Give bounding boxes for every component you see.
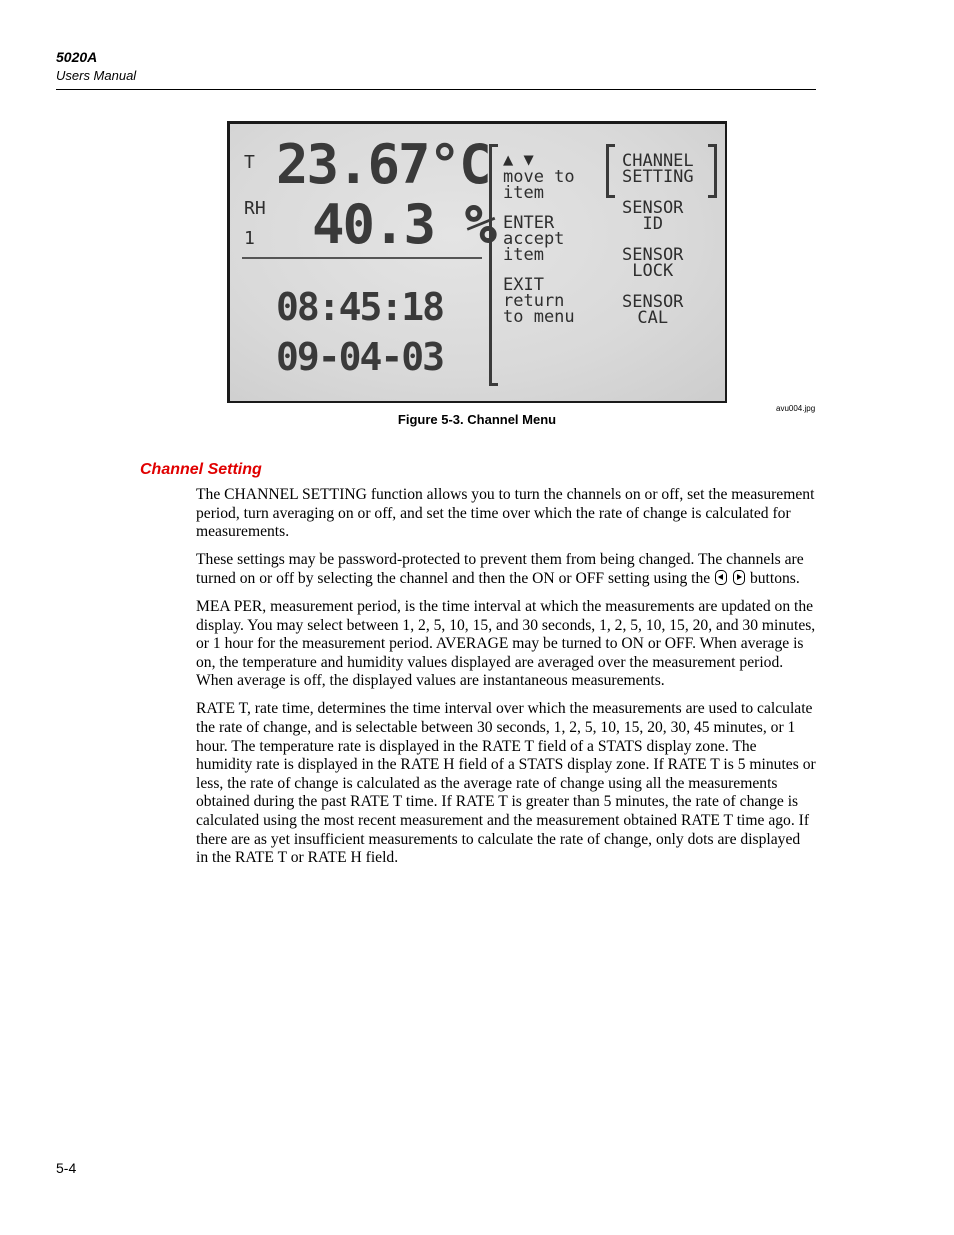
lcd-humidity-value: 40.3 % [312, 193, 496, 256]
lcd-time: 08:45:18 [276, 285, 444, 329]
lcd-selection-bracket-right [708, 144, 717, 198]
paragraph-channel-setting: The CHANNEL SETTING function allows you to turn the channels on or off, set the measurement period, turn averaging on or off, and set the time over which the rate of change is calculated for measurements. [196, 486, 815, 541]
lcd-help-exit: EXIT [503, 275, 544, 295]
lcd-up-down-arrows: ▲ ▼ [503, 150, 534, 170]
manual-subtitle: Users Manual [56, 68, 137, 83]
lcd-help-bracket [489, 144, 498, 386]
body-text [196, 486, 816, 877]
lcd-menu-item-sensor-lock: SENSOR LOCK [622, 245, 684, 281]
figure-caption: Figure 5-3. Channel Menu [397, 412, 557, 427]
right-arrow-button-icon [733, 570, 745, 585]
lcd-temperature-value: 23.67°C [276, 133, 490, 196]
channel-menu-lcd-figure [227, 121, 727, 403]
page-number: 5-4 [56, 1160, 77, 1176]
paragraph-rate-time: RATE T, rate time, determines the time interval over which the measurements are used to calculate the rate of change, and is selectable between 30 seconds, 1, 2, 5, 10, 15, 20, 30, 45 minutes, or 1 hour. The temperature rate is displayed in the RATE T field of a STATS display zone. The humidity rate is displayed in the RATE H field of a STATS display zone. If RATE T is 5 minutes or less, the rate of change is calculated as the average rate of change using all the measurements obtained during the past RATE T time. If RATE T is greater than 5 minutes, the rate of change is calculated using the most recent measurement and the measurement obtained RATE T time ago. If there are as yet insufficient measurements to calculate the rate of change, only dots are displayed in the RATE T or RATE H field. [196, 700, 816, 867]
lcd-help-accept: accept item [503, 229, 565, 265]
lcd-selection-bracket-left [606, 144, 615, 198]
lcd-menu-item-sensor-cal: SENSOR CAL [622, 292, 684, 328]
paragraph-password-end: buttons. [749, 569, 800, 587]
paragraph-measurement-period: MEA PER, measurement period, is the time interval at which the measurements are updated on the display. You may select between 1, 2, 5, 10, 15, and 30 seconds, 1, 2, 5, 10, 15, 20, and 30 minutes, or 1 hour for the measurement period. AVERAGE may be turned to ON or OFF. When average is on, the temperature and humidity values displayed are averaged over the measurement period. When average is off, the displayed values are instantaneous measurements. [196, 597, 816, 690]
lcd-help-move: move to item [503, 167, 575, 203]
lcd-temperature-label: T [244, 152, 255, 173]
lcd-menu-item-sensor-id: SENSOR ID [622, 198, 684, 234]
lcd-humidity-label: RH [244, 198, 266, 219]
header-rule [56, 89, 816, 90]
lcd-date: 09-04-03 [276, 335, 444, 379]
section-title: Channel Setting [140, 461, 262, 478]
lcd-menu-item-channel-setting: CHANNEL SETTING [622, 151, 694, 187]
paragraph-password [196, 551, 816, 588]
paragraph-password-text: These settings may be password-protected to prevent them from being changed. The channels are turned on or off by selecting the channel and then the ON or OFF setting using the [196, 551, 804, 587]
left-arrow-button-icon [715, 570, 727, 585]
lcd-help-enter: ENTER [503, 213, 555, 233]
lcd-divider [242, 257, 482, 259]
figure-image-reference: avu004.jpg [776, 404, 816, 413]
lcd-channel-number: 1 [244, 228, 255, 249]
manual-model: 5020A [56, 49, 98, 65]
lcd-help-return: return to menu [503, 291, 575, 327]
